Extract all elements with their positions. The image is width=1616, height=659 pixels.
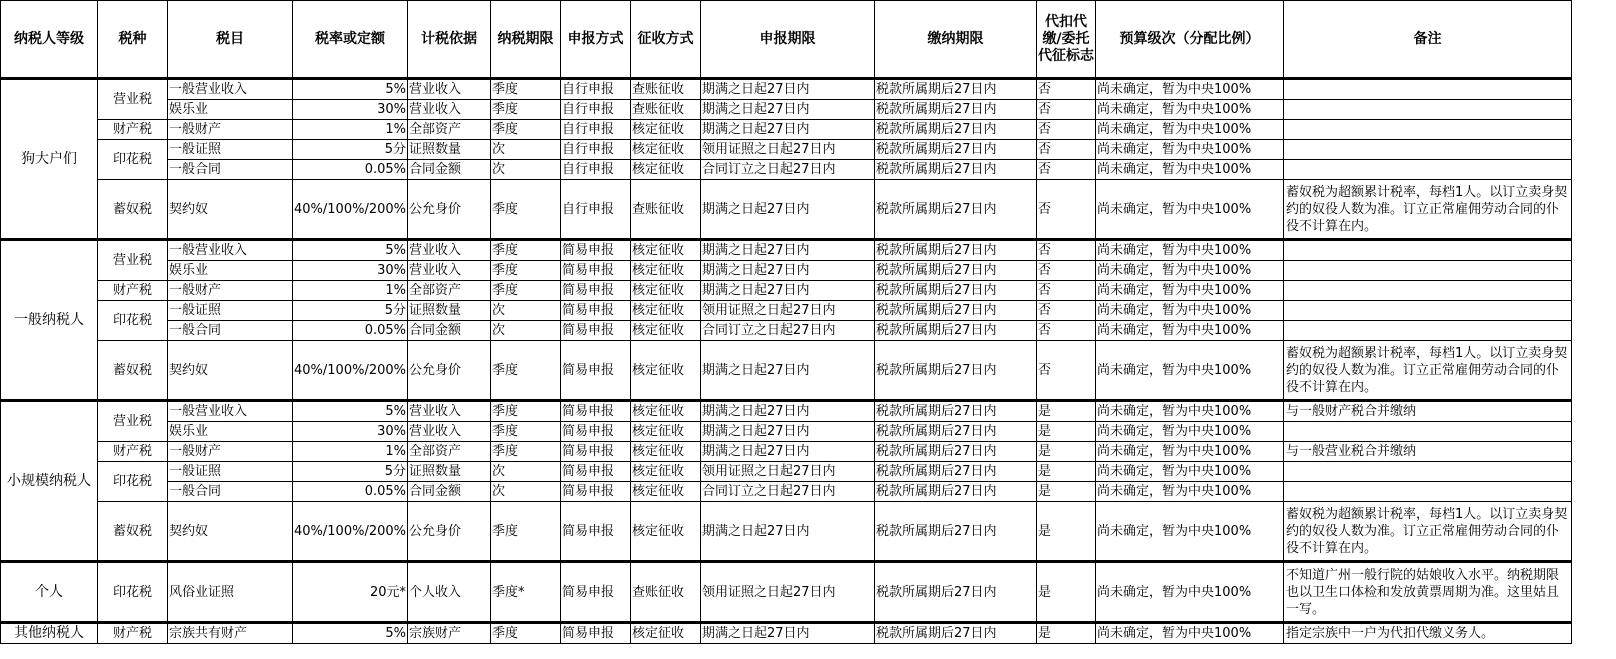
cell-period[interactable]: 季度 <box>491 341 561 401</box>
cell-declare[interactable]: 简易申报 <box>561 562 631 623</box>
tax-kind-cell[interactable]: 营业税 <box>98 240 168 281</box>
tax-kind-cell[interactable]: 蓄奴税 <box>98 180 168 240</box>
cell-deadline[interactable]: 期满之日起27日内 <box>701 422 875 442</box>
cell-note[interactable] <box>1284 140 1572 160</box>
cell-item[interactable]: 一般营业收入 <box>168 401 293 422</box>
cell-note[interactable]: 蓄奴税为超额累计税率，每档1人。以订立卖身契约的奴役人数为准。订立正常雇佣劳动合同的仆役不计算在内。 <box>1284 341 1572 401</box>
cell-rate[interactable]: 5% <box>293 79 408 100</box>
tax-kind-cell[interactable]: 财产税 <box>98 442 168 462</box>
cell-declare[interactable]: 简易申报 <box>561 502 631 562</box>
cell-pay[interactable]: 税款所属期后27日内 <box>875 240 1037 261</box>
cell-flag[interactable]: 否 <box>1037 281 1096 301</box>
cell-declare[interactable]: 简易申报 <box>561 301 631 321</box>
cell-note[interactable] <box>1284 301 1572 321</box>
cell-declare[interactable]: 简易申报 <box>561 623 631 644</box>
cell-note[interactable]: 与一般财产税合并缴纳 <box>1284 401 1572 422</box>
cell-budget[interactable]: 尚未确定，暂为中央100% <box>1096 623 1284 644</box>
cell-deadline[interactable]: 期满之日起27日内 <box>701 502 875 562</box>
cell-rate[interactable]: 5% <box>293 623 408 644</box>
cell-pay[interactable]: 税款所属期后27日内 <box>875 301 1037 321</box>
cell-budget[interactable]: 尚未确定，暂为中央100% <box>1096 502 1284 562</box>
cell-period[interactable]: 次 <box>491 321 561 341</box>
cell-basis[interactable]: 全部资产 <box>408 120 491 140</box>
header-cell[interactable]: 缴纳期限 <box>875 1 1037 79</box>
table-row <box>1 562 1572 623</box>
cell-declare[interactable]: 简易申报 <box>561 240 631 261</box>
cell-flag[interactable]: 否 <box>1037 79 1096 100</box>
cell-note[interactable] <box>1284 120 1572 140</box>
header-cell[interactable]: 税目 <box>168 1 293 79</box>
cell-collect[interactable]: 查账征收 <box>631 562 701 623</box>
cell-pay[interactable]: 税款所属期后27日内 <box>875 100 1037 120</box>
cell-rate[interactable]: 0.05% <box>293 321 408 341</box>
cell-collect[interactable]: 核定征收 <box>631 140 701 160</box>
cell-flag[interactable]: 否 <box>1037 160 1096 180</box>
cell-deadline[interactable]: 领用证照之日起27日内 <box>701 462 875 482</box>
cell-deadline[interactable]: 期满之日起27日内 <box>701 79 875 100</box>
cell-budget[interactable]: 尚未确定，暂为中央100% <box>1096 422 1284 442</box>
cell-item[interactable]: 一般合同 <box>168 321 293 341</box>
cell-collect[interactable]: 核定征收 <box>631 341 701 401</box>
cell-basis[interactable]: 营业收入 <box>408 100 491 120</box>
cell-budget[interactable]: 尚未确定，暂为中央100% <box>1096 79 1284 100</box>
cell-collect[interactable]: 核定征收 <box>631 281 701 301</box>
cell-flag[interactable]: 否 <box>1037 301 1096 321</box>
cell-deadline[interactable]: 合同订立之日起27日内 <box>701 321 875 341</box>
cell-deadline[interactable]: 期满之日起27日内 <box>701 120 875 140</box>
cell-rate[interactable]: 40%/100%/200% <box>293 180 408 240</box>
table-row <box>1 623 1572 644</box>
cell-budget[interactable]: 尚未确定，暂为中央100% <box>1096 462 1284 482</box>
cell-budget[interactable]: 尚未确定，暂为中央100% <box>1096 341 1284 401</box>
table-row <box>1 482 1572 502</box>
cell-pay[interactable]: 税款所属期后27日内 <box>875 462 1037 482</box>
cell-note[interactable]: 指定宗族中一户为代扣代缴义务人。 <box>1284 623 1572 644</box>
cell-flag[interactable]: 否 <box>1037 261 1096 281</box>
cell-item[interactable]: 一般营业收入 <box>168 79 293 100</box>
cell-flag[interactable]: 否 <box>1037 341 1096 401</box>
cell-collect[interactable]: 核定征收 <box>631 120 701 140</box>
table-row <box>1 140 1572 160</box>
cell-period[interactable]: 次 <box>491 301 561 321</box>
cell-collect[interactable]: 核定征收 <box>631 462 701 482</box>
table-row <box>1 462 1572 482</box>
cell-collect[interactable]: 核定征收 <box>631 240 701 261</box>
cell-item[interactable]: 宗族共有财产 <box>168 623 293 644</box>
cell-basis[interactable]: 证照数量 <box>408 140 491 160</box>
cell-period[interactable]: 季度 <box>491 180 561 240</box>
cell-period[interactable]: 季度 <box>491 240 561 261</box>
cell-rate[interactable]: 5分 <box>293 301 408 321</box>
cell-declare[interactable]: 自行申报 <box>561 79 631 100</box>
tax-kind-cell[interactable]: 蓄奴税 <box>98 502 168 562</box>
cell-item[interactable]: 娱乐业 <box>168 261 293 281</box>
cell-declare[interactable]: 自行申报 <box>561 180 631 240</box>
cell-period[interactable]: 季度 <box>491 281 561 301</box>
tax-kind-cell[interactable]: 印花税 <box>98 301 168 341</box>
cell-rate[interactable]: 0.05% <box>293 482 408 502</box>
table-body <box>1 79 1572 644</box>
cell-pay[interactable]: 税款所属期后27日内 <box>875 140 1037 160</box>
cell-rate[interactable]: 30% <box>293 100 408 120</box>
header-cell[interactable]: 代扣代缴/委托代征标志 <box>1037 1 1096 79</box>
taxpayer-level-cell[interactable]: 个人 <box>1 562 98 623</box>
cell-item[interactable]: 契约奴 <box>168 180 293 240</box>
cell-declare[interactable]: 简易申报 <box>561 422 631 442</box>
cell-collect[interactable]: 核定征收 <box>631 301 701 321</box>
cell-flag[interactable]: 否 <box>1037 100 1096 120</box>
cell-collect[interactable]: 查账征收 <box>631 100 701 120</box>
cell-budget[interactable]: 尚未确定，暂为中央100% <box>1096 482 1284 502</box>
cell-rate[interactable]: 5% <box>293 240 408 261</box>
table-row <box>1 79 1572 100</box>
header-cell[interactable]: 计税依据 <box>408 1 491 79</box>
cell-pay[interactable]: 税款所属期后27日内 <box>875 422 1037 442</box>
cell-declare[interactable]: 简易申报 <box>561 442 631 462</box>
cell-item[interactable]: 一般财产 <box>168 281 293 301</box>
cell-flag[interactable]: 否 <box>1037 140 1096 160</box>
cell-item[interactable]: 一般证照 <box>168 462 293 482</box>
cell-note[interactable] <box>1284 261 1572 281</box>
cell-deadline[interactable]: 期满之日起27日内 <box>701 281 875 301</box>
cell-flag[interactable]: 否 <box>1037 321 1096 341</box>
cell-declare[interactable]: 自行申报 <box>561 120 631 140</box>
cell-note[interactable] <box>1284 422 1572 442</box>
tax-kind-cell[interactable]: 印花税 <box>98 562 168 623</box>
cell-basis[interactable]: 证照数量 <box>408 301 491 321</box>
cell-pay[interactable]: 税款所属期后27日内 <box>875 442 1037 462</box>
cell-collect[interactable]: 核定征收 <box>631 623 701 644</box>
cell-budget[interactable]: 尚未确定，暂为中央100% <box>1096 180 1284 240</box>
cell-rate[interactable]: 40%/100%/200% <box>293 502 408 562</box>
cell-pay[interactable]: 税款所属期后27日内 <box>875 281 1037 301</box>
cell-basis[interactable]: 宗族财产 <box>408 623 491 644</box>
cell-period[interactable]: 季度 <box>491 422 561 442</box>
cell-basis[interactable]: 营业收入 <box>408 261 491 281</box>
cell-basis[interactable]: 证照数量 <box>408 462 491 482</box>
cell-flag[interactable]: 是 <box>1037 422 1096 442</box>
cell-rate[interactable]: 1% <box>293 120 408 140</box>
taxpayer-level-cell[interactable]: 小规模纳税人 <box>1 401 98 562</box>
tax-kind-cell[interactable]: 印花税 <box>98 140 168 180</box>
cell-item[interactable]: 一般证照 <box>168 140 293 160</box>
cell-collect[interactable]: 核定征收 <box>631 422 701 442</box>
cell-basis[interactable]: 公允身价 <box>408 502 491 562</box>
header-cell[interactable]: 纳税期限 <box>491 1 561 79</box>
cell-period[interactable]: 次 <box>491 140 561 160</box>
cell-budget[interactable]: 尚未确定，暂为中央100% <box>1096 401 1284 422</box>
cell-collect[interactable]: 核定征收 <box>631 321 701 341</box>
cell-period[interactable]: 次 <box>491 160 561 180</box>
cell-item[interactable]: 娱乐业 <box>168 422 293 442</box>
table-row <box>1 100 1572 120</box>
header-cell[interactable]: 申报方式 <box>561 1 631 79</box>
cell-note[interactable]: 不知道广州一般行院的姑娘收入水平。纳税期限也以卫生口体检和发放黄票周期为准。这里姑且一写。 <box>1284 562 1572 623</box>
table-row <box>1 180 1572 240</box>
cell-basis[interactable]: 营业收入 <box>408 240 491 261</box>
cell-pay[interactable]: 税款所属期后27日内 <box>875 321 1037 341</box>
tax-kind-cell[interactable]: 营业税 <box>98 401 168 442</box>
cell-collect[interactable]: 核定征收 <box>631 160 701 180</box>
cell-declare[interactable]: 自行申报 <box>561 100 631 120</box>
cell-deadline[interactable]: 合同订立之日起27日内 <box>701 160 875 180</box>
cell-period[interactable]: 季度 <box>491 442 561 462</box>
cell-note[interactable] <box>1284 281 1572 301</box>
cell-pay[interactable]: 税款所属期后27日内 <box>875 502 1037 562</box>
cell-budget[interactable]: 尚未确定，暂为中央100% <box>1096 281 1284 301</box>
cell-note[interactable] <box>1284 100 1572 120</box>
cell-pay[interactable]: 税款所属期后27日内 <box>875 79 1037 100</box>
table-row <box>1 281 1572 301</box>
table-row <box>1 442 1572 462</box>
header-cell[interactable]: 税率或定额 <box>293 1 408 79</box>
cell-deadline[interactable]: 期满之日起27日内 <box>701 341 875 401</box>
table-row <box>1 120 1572 140</box>
cell-basis[interactable]: 全部资产 <box>408 281 491 301</box>
cell-basis[interactable]: 营业收入 <box>408 79 491 100</box>
cell-flag[interactable]: 是 <box>1037 401 1096 422</box>
cell-basis[interactable]: 全部资产 <box>408 442 491 462</box>
cell-rate[interactable]: 5分 <box>293 140 408 160</box>
cell-item[interactable]: 契约奴 <box>168 341 293 401</box>
cell-declare[interactable]: 简易申报 <box>561 482 631 502</box>
cell-flag[interactable]: 是 <box>1037 462 1096 482</box>
cell-flag[interactable]: 是 <box>1037 442 1096 462</box>
cell-basis[interactable]: 个人收入 <box>408 562 491 623</box>
header-cell[interactable]: 征收方式 <box>631 1 701 79</box>
cell-budget[interactable]: 尚未确定，暂为中央100% <box>1096 261 1284 281</box>
cell-deadline[interactable]: 期满之日起27日内 <box>701 401 875 422</box>
cell-declare[interactable]: 自行申报 <box>561 140 631 160</box>
cell-flag[interactable]: 是 <box>1037 502 1096 562</box>
cell-period[interactable]: 季度 <box>491 401 561 422</box>
cell-period[interactable]: 季度 <box>491 79 561 100</box>
cell-basis[interactable]: 合同金额 <box>408 321 491 341</box>
header-cell[interactable]: 税种 <box>98 1 168 79</box>
cell-period[interactable]: 季度 <box>491 120 561 140</box>
table-row <box>1 160 1572 180</box>
cell-declare[interactable]: 简易申报 <box>561 462 631 482</box>
cell-item[interactable]: 一般合同 <box>168 482 293 502</box>
taxpayer-level-cell[interactable]: 一般纳税人 <box>1 240 98 401</box>
cell-period[interactable]: 季度 <box>491 502 561 562</box>
cell-pay[interactable]: 税款所属期后27日内 <box>875 401 1037 422</box>
cell-flag[interactable]: 是 <box>1037 623 1096 644</box>
header-cell[interactable]: 预算级次（分配比例） <box>1096 1 1284 79</box>
cell-declare[interactable]: 简易申报 <box>561 321 631 341</box>
table-row <box>1 502 1572 562</box>
cell-pay[interactable]: 税款所属期后27日内 <box>875 120 1037 140</box>
cell-budget[interactable]: 尚未确定，暂为中央100% <box>1096 160 1284 180</box>
cell-rate[interactable]: 40%/100%/200% <box>293 341 408 401</box>
table-row <box>1 301 1572 321</box>
cell-rate[interactable]: 30% <box>293 422 408 442</box>
taxpayer-level-cell[interactable]: 其他纳税人 <box>1 623 98 644</box>
cell-declare[interactable]: 简易申报 <box>561 261 631 281</box>
header-cell[interactable]: 申报期限 <box>701 1 875 79</box>
tax-kind-cell[interactable]: 财产税 <box>98 120 168 140</box>
cell-deadline[interactable]: 合同订立之日起27日内 <box>701 482 875 502</box>
cell-rate[interactable]: 20元* <box>293 562 408 623</box>
cell-item[interactable]: 一般财产 <box>168 120 293 140</box>
cell-deadline[interactable]: 领用证照之日起27日内 <box>701 140 875 160</box>
cell-period[interactable]: 次 <box>491 482 561 502</box>
cell-flag[interactable]: 否 <box>1037 240 1096 261</box>
cell-item[interactable]: 一般合同 <box>168 160 293 180</box>
cell-note[interactable] <box>1284 79 1572 100</box>
cell-declare[interactable]: 简易申报 <box>561 281 631 301</box>
cell-deadline[interactable]: 期满之日起27日内 <box>701 240 875 261</box>
cell-pay[interactable]: 税款所属期后27日内 <box>875 160 1037 180</box>
cell-basis[interactable]: 合同金额 <box>408 482 491 502</box>
cell-declare[interactable]: 简易申报 <box>561 341 631 401</box>
table-row <box>1 261 1572 281</box>
cell-deadline[interactable]: 期满之日起27日内 <box>701 442 875 462</box>
cell-pay[interactable]: 税款所属期后27日内 <box>875 623 1037 644</box>
cell-collect[interactable]: 核定征收 <box>631 401 701 422</box>
cell-collect[interactable]: 查账征收 <box>631 79 701 100</box>
cell-note[interactable]: 蓄奴税为超额累计税率，每档1人。以订立卖身契约的奴役人数为准。订立正常雇佣劳动合同的仆役不计算在内。 <box>1284 502 1572 562</box>
header-row <box>1 1 1572 79</box>
cell-rate[interactable]: 5分 <box>293 462 408 482</box>
cell-note[interactable] <box>1284 160 1572 180</box>
table-row <box>1 321 1572 341</box>
cell-item[interactable]: 一般营业收入 <box>168 240 293 261</box>
cell-item[interactable]: 契约奴 <box>168 502 293 562</box>
cell-budget[interactable]: 尚未确定，暂为中央100% <box>1096 321 1284 341</box>
cell-note[interactable] <box>1284 240 1572 261</box>
cell-declare[interactable]: 自行申报 <box>561 160 631 180</box>
cell-budget[interactable]: 尚未确定，暂为中央100% <box>1096 562 1284 623</box>
table-row <box>1 422 1572 442</box>
cell-pay[interactable]: 税款所属期后27日内 <box>875 341 1037 401</box>
cell-item[interactable]: 娱乐业 <box>168 100 293 120</box>
cell-note[interactable]: 与一般营业税合并缴纳 <box>1284 442 1572 462</box>
cell-basis[interactable]: 营业收入 <box>408 422 491 442</box>
cell-item[interactable]: 一般财产 <box>168 442 293 462</box>
cell-budget[interactable]: 尚未确定，暂为中央100% <box>1096 442 1284 462</box>
tax-kind-cell[interactable]: 财产税 <box>98 623 168 644</box>
cell-basis[interactable]: 营业收入 <box>408 401 491 422</box>
cell-flag[interactable]: 是 <box>1037 562 1096 623</box>
cell-declare[interactable]: 简易申报 <box>561 401 631 422</box>
cell-rate[interactable]: 5% <box>293 401 408 422</box>
cell-flag[interactable]: 否 <box>1037 180 1096 240</box>
table-row <box>1 240 1572 261</box>
taxpayer-level-cell[interactable]: 狗大户们 <box>1 79 98 240</box>
cell-rate[interactable]: 1% <box>293 281 408 301</box>
cell-pay[interactable]: 税款所属期后27日内 <box>875 261 1037 281</box>
cell-note[interactable]: 蓄奴税为超额累计税率，每档1人。以订立卖身契约的奴役人数为准。订立正常雇佣劳动合同的仆役不计算在内。 <box>1284 180 1572 240</box>
cell-period[interactable]: 季度 <box>491 623 561 644</box>
cell-budget[interactable]: 尚未确定，暂为中央100% <box>1096 120 1284 140</box>
tax-kind-cell[interactable]: 营业税 <box>98 79 168 120</box>
cell-item[interactable]: 风俗业证照 <box>168 562 293 623</box>
tax-kind-cell[interactable]: 蓄奴税 <box>98 341 168 401</box>
cell-period[interactable]: 次 <box>491 462 561 482</box>
cell-item[interactable]: 一般证照 <box>168 301 293 321</box>
cell-collect[interactable]: 核定征收 <box>631 482 701 502</box>
cell-pay[interactable]: 税款所属期后27日内 <box>875 482 1037 502</box>
cell-pay[interactable]: 税款所属期后27日内 <box>875 180 1037 240</box>
cell-deadline[interactable]: 领用证照之日起27日内 <box>701 301 875 321</box>
cell-note[interactable] <box>1284 462 1572 482</box>
cell-pay[interactable]: 税款所属期后27日内 <box>875 562 1037 623</box>
cell-collect[interactable]: 查账征收 <box>631 180 701 240</box>
cell-deadline[interactable]: 期满之日起27日内 <box>701 180 875 240</box>
cell-note[interactable] <box>1284 321 1572 341</box>
cell-note[interactable] <box>1284 482 1572 502</box>
cell-collect[interactable]: 核定征收 <box>631 261 701 281</box>
cell-budget[interactable]: 尚未确定，暂为中央100% <box>1096 100 1284 120</box>
table-row <box>1 401 1572 422</box>
cell-flag[interactable]: 否 <box>1037 120 1096 140</box>
cell-period[interactable]: 季度 <box>491 261 561 281</box>
cell-deadline[interactable]: 领用证照之日起27日内 <box>701 562 875 623</box>
tax-kind-cell[interactable]: 印花税 <box>98 462 168 502</box>
table-row <box>1 341 1572 401</box>
cell-period[interactable]: 季度* <box>491 562 561 623</box>
cell-basis[interactable]: 公允身价 <box>408 180 491 240</box>
tax-kind-cell[interactable]: 财产税 <box>98 281 168 301</box>
cell-period[interactable]: 季度 <box>491 100 561 120</box>
cell-deadline[interactable]: 期满之日起27日内 <box>701 623 875 644</box>
cell-rate[interactable]: 0.05% <box>293 160 408 180</box>
cell-basis[interactable]: 合同金额 <box>408 160 491 180</box>
cell-rate[interactable]: 30% <box>293 261 408 281</box>
cell-collect[interactable]: 核定征收 <box>631 442 701 462</box>
cell-budget[interactable]: 尚未确定，暂为中央100% <box>1096 240 1284 261</box>
cell-rate[interactable]: 1% <box>293 442 408 462</box>
header-cell[interactable]: 备注 <box>1284 1 1572 79</box>
cell-budget[interactable]: 尚未确定，暂为中央100% <box>1096 140 1284 160</box>
cell-collect[interactable]: 核定征收 <box>631 502 701 562</box>
cell-deadline[interactable]: 期满之日起27日内 <box>701 261 875 281</box>
cell-budget[interactable]: 尚未确定，暂为中央100% <box>1096 301 1284 321</box>
cell-basis[interactable]: 公允身价 <box>408 341 491 401</box>
cell-deadline[interactable]: 期满之日起27日内 <box>701 100 875 120</box>
header-cell[interactable]: 纳税人等级 <box>1 1 98 79</box>
cell-flag[interactable]: 是 <box>1037 482 1096 502</box>
